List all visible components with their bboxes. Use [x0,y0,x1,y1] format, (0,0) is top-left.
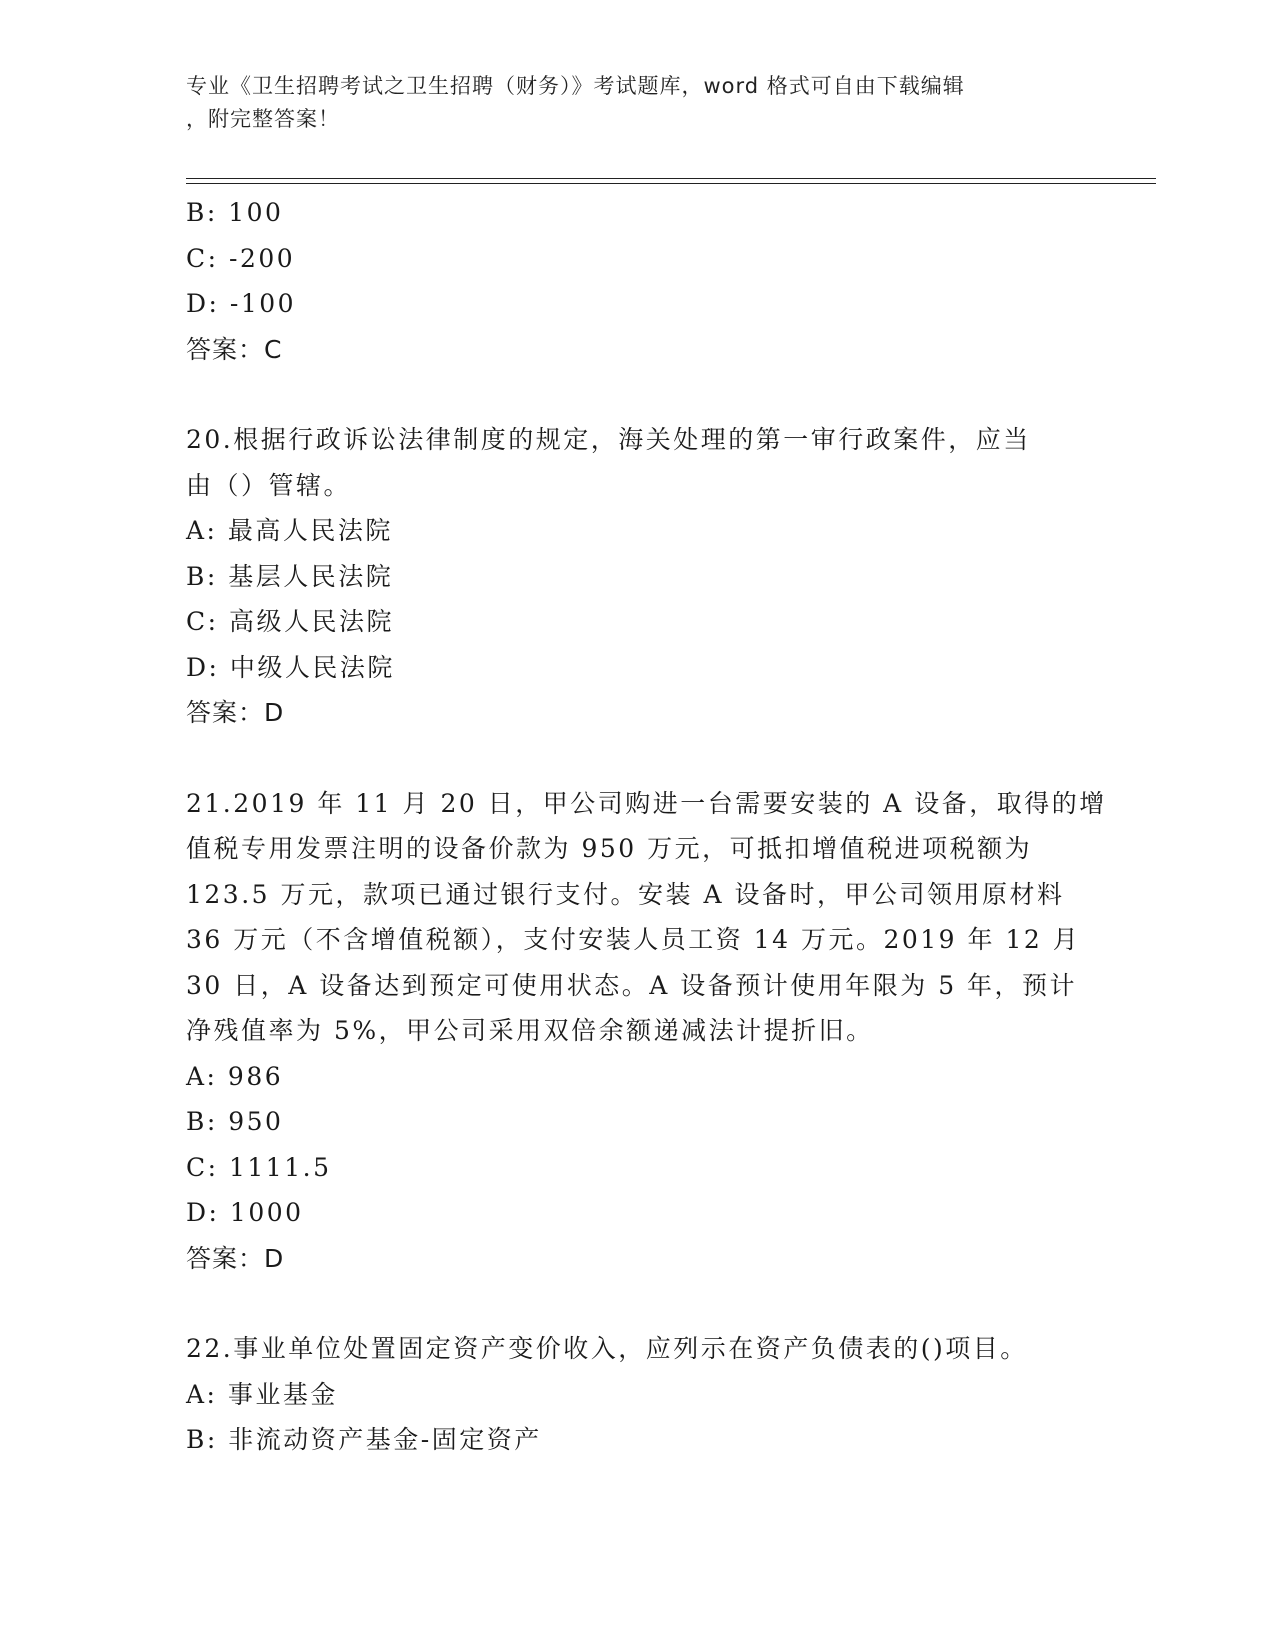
option-c: C: 高级人民法院 [186,607,394,636]
option-b: B: 950 [186,1107,284,1136]
question-stem-line: 20.根据行政诉讼法律制度的规定，海关处理的第一审行政案件，应当 [186,425,1031,454]
header-line-1: 专业《卫生招聘考试之卫生招聘（财务）》考试题库，word 格式可自由下载编辑 [186,74,965,98]
question-content [186,190,1107,1463]
question-stem-line: 值税专用发票注明的设备价款为 950 万元，可抵扣增值税进项税额为 [186,834,1033,863]
option-a: A: 最高人民法院 [186,516,393,545]
option-d: D: 中级人民法院 [186,652,395,682]
answer: 答案：C [186,334,283,364]
question-stem-line: 由（）管辖。 [186,470,352,500]
question-stem-line: 30 日，A 设备达到预定可使用状态。A 设备预计使用年限为 5 年，预计 [186,970,1078,1000]
header-divider-top [186,178,1156,179]
spacer [186,1281,1086,1326]
answer: 答案：D [186,1243,285,1273]
option-d: D: -100 [186,289,297,318]
spacer [186,736,1086,781]
option-c: C: -200 [186,243,296,273]
option-b: B: 100 [186,198,284,227]
option-a: A: 986 [186,1061,284,1091]
option-c: C: 1111.5 [186,1152,332,1182]
option-d: D: 1000 [186,1198,304,1227]
question-stem-line: 22.事业单位处置固定资产变价收入，应列示在资产负债表的()项目。 [186,1334,1028,1363]
header-divider-bottom [186,183,1156,184]
question-20 [186,417,1086,736]
spacer [186,372,1086,417]
answer: 答案：D [186,698,285,727]
option-a: A: 事业基金 [186,1379,338,1409]
question-stem-line: 123.5 万元，款项已通过银行支付。安装 A 设备时，甲公司领用原材料 [186,879,1065,909]
question-stem-line: 21.2019 年 11 月 20 日，甲公司购进一台需要安装的 A 设备，取得的增 [186,788,1107,818]
question-19-tail [186,190,1086,372]
question-stem-line: 净残值率为 5%，甲公司采用双倍余额递减法计提折旧。 [186,1016,874,1045]
option-b: B: 基层人民法院 [186,561,394,591]
question-21 [186,781,1107,1282]
option-b: B: 非流动资产基金-固定资产 [186,1425,542,1454]
header-line-2: ，附完整答案！ [186,107,340,131]
page-header [186,70,1066,136]
question-stem-line: 36 万元（不含增值税额），支付安装人员工资 14 万元。2019 年 12 月 [186,925,1081,954]
question-22 [186,1326,1086,1463]
